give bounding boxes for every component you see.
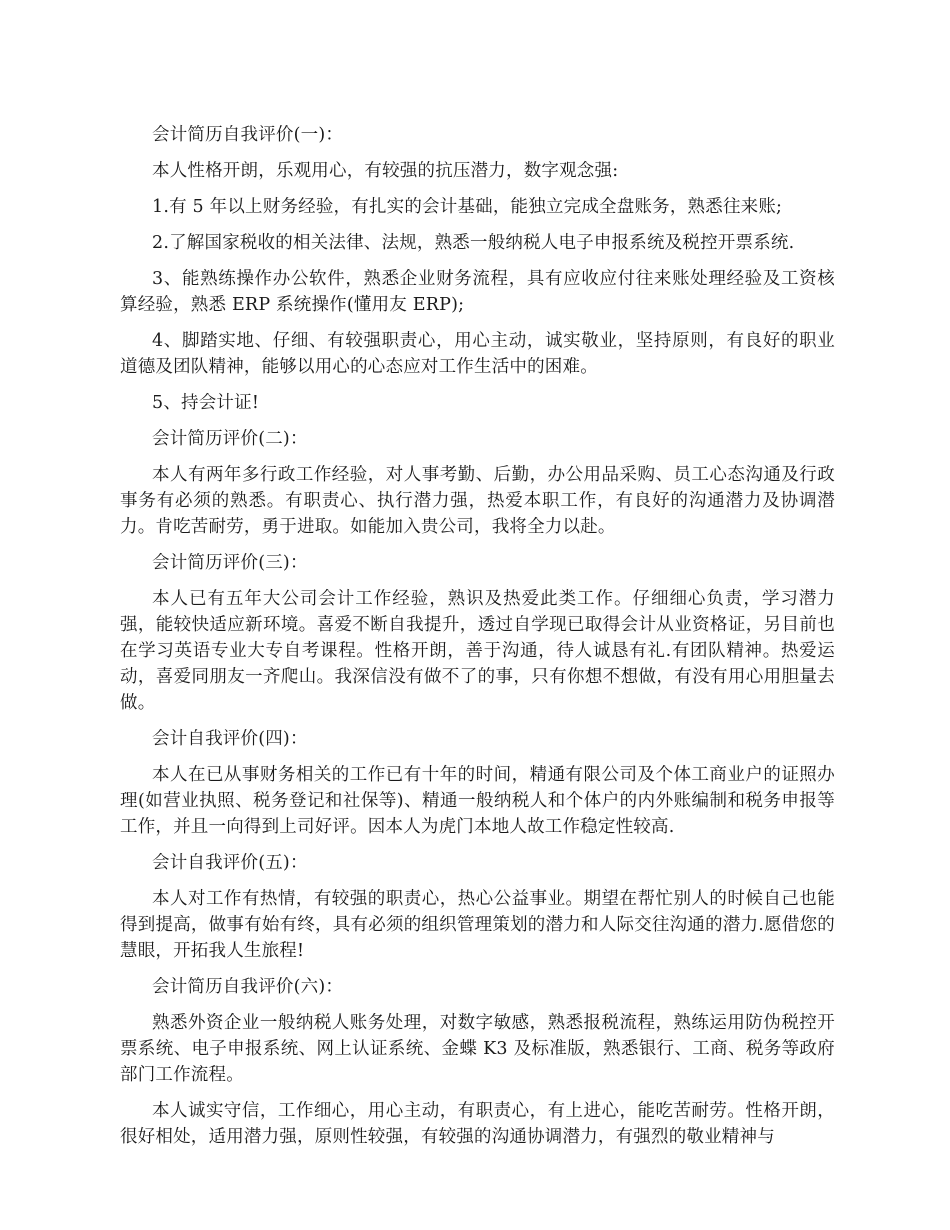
section-heading-5: 会计自我评价(五)： [152,853,308,873]
paragraph-point-2: 2.了解国家税收的相关法律、法规，熟悉一般纳税人电子申报系统及税控开票系统. [152,233,795,253]
paragraph-section-5: 本人对工作有热情，有较强的职责心，热心公益事业。期望在帮忙别人的时候自己也能得到提高，做事有始有终，具有必须的组织管理策划的潜力和人际交往沟通的潜力.愿借您的慧眼，开拓我人生旅程! [120,889,835,961]
paragraph-section-6a: 熟悉外资企业一般纳税人账务处理，对数字敏感，熟悉报税流程，熟练运用防伪税控开票系统、电子申报系统、网上认证系统、金蝶 K3 及标准版，熟悉银行、工商、税务等政府部门工作流程。 [120,1013,835,1085]
paragraph-point-4: 4、脚踏实地、仔细、有较强职责心，用心主动，诚实敬业，坚持原则，有良好的职业道德及团队精神，能够以用心的心态应对工作生活中的困难。 [120,331,835,377]
paragraph-intro: 本人性格开朗，乐观用心，有较强的抗压潜力，数字观念强: [152,161,619,181]
paragraph-point-3: 3、能熟练操作办公软件，熟悉企业财务流程，具有应收应付往来账处理经验及工资核算经验，熟悉 ERP 系统操作(懂用友 ERP); [120,269,835,315]
document-body [120,122,835,1160]
paragraph-section-2: 本人有两年多行政工作经验，对人事考勤、后勤，办公用品采购、员工心态沟通及行政事务有必须的熟悉。有职责心、执行潜力强，热爱本职工作，有良好的沟通潜力及协调潜力。肯吃苦耐劳，勇于进取。如能加入贵公司，我将全力以赴。 [120,465,835,537]
section-heading-4: 会计自我评价(四)： [152,729,308,749]
section-heading-1: 会计简历自我评价(一)： [152,125,344,145]
section-heading-2: 会计简历评价(二)： [152,429,308,449]
section-heading-6: 会计简历自我评价(六)： [152,977,344,997]
paragraph-section-3: 本人已有五年大公司会计工作经验，熟识及热爱此类工作。仔细细心负责，学习潜力强，能较快适应新环境。喜爱不断自我提升，透过自学现已取得会计从业资格证，另目前也在学习英语专业大专自考课程。性格开朗，善于沟通，待人诚恳有礼.有团队精神。热爱运动，喜爱同朋友一齐爬山。我深信没有做不了的事，只有你想不想做，有没有用心用胆量去做。 [120,589,835,713]
section-heading-3: 会计简历评价(三)： [152,553,308,573]
paragraph-section-6b: 本人诚实守信，工作细心，用心主动，有职责心，有上进心，能吃苦耐劳。性格开朗，很好相处，适用潜力强，原则性较强，有较强的沟通协调潜力，有强烈的敬业精神与 [120,1101,835,1147]
paragraph-point-5: 5、持会计证! [152,393,260,413]
paragraph-section-4: 本人在已从事财务相关的工作已有十年的时间，精通有限公司及个体工商业户的证照办理(如营业执照、税务登记和社保等)、精通一般纳税人和个体户的内外账编制和税务申报等工作，并且一向得到上司好评。因本人为虎门本地人故工作稳定性较高. [120,765,835,837]
paragraph-point-1: 1.有 5 年以上财务经验，有扎实的会计基础，能独立完成全盘账务，熟悉往来账; [152,197,783,217]
